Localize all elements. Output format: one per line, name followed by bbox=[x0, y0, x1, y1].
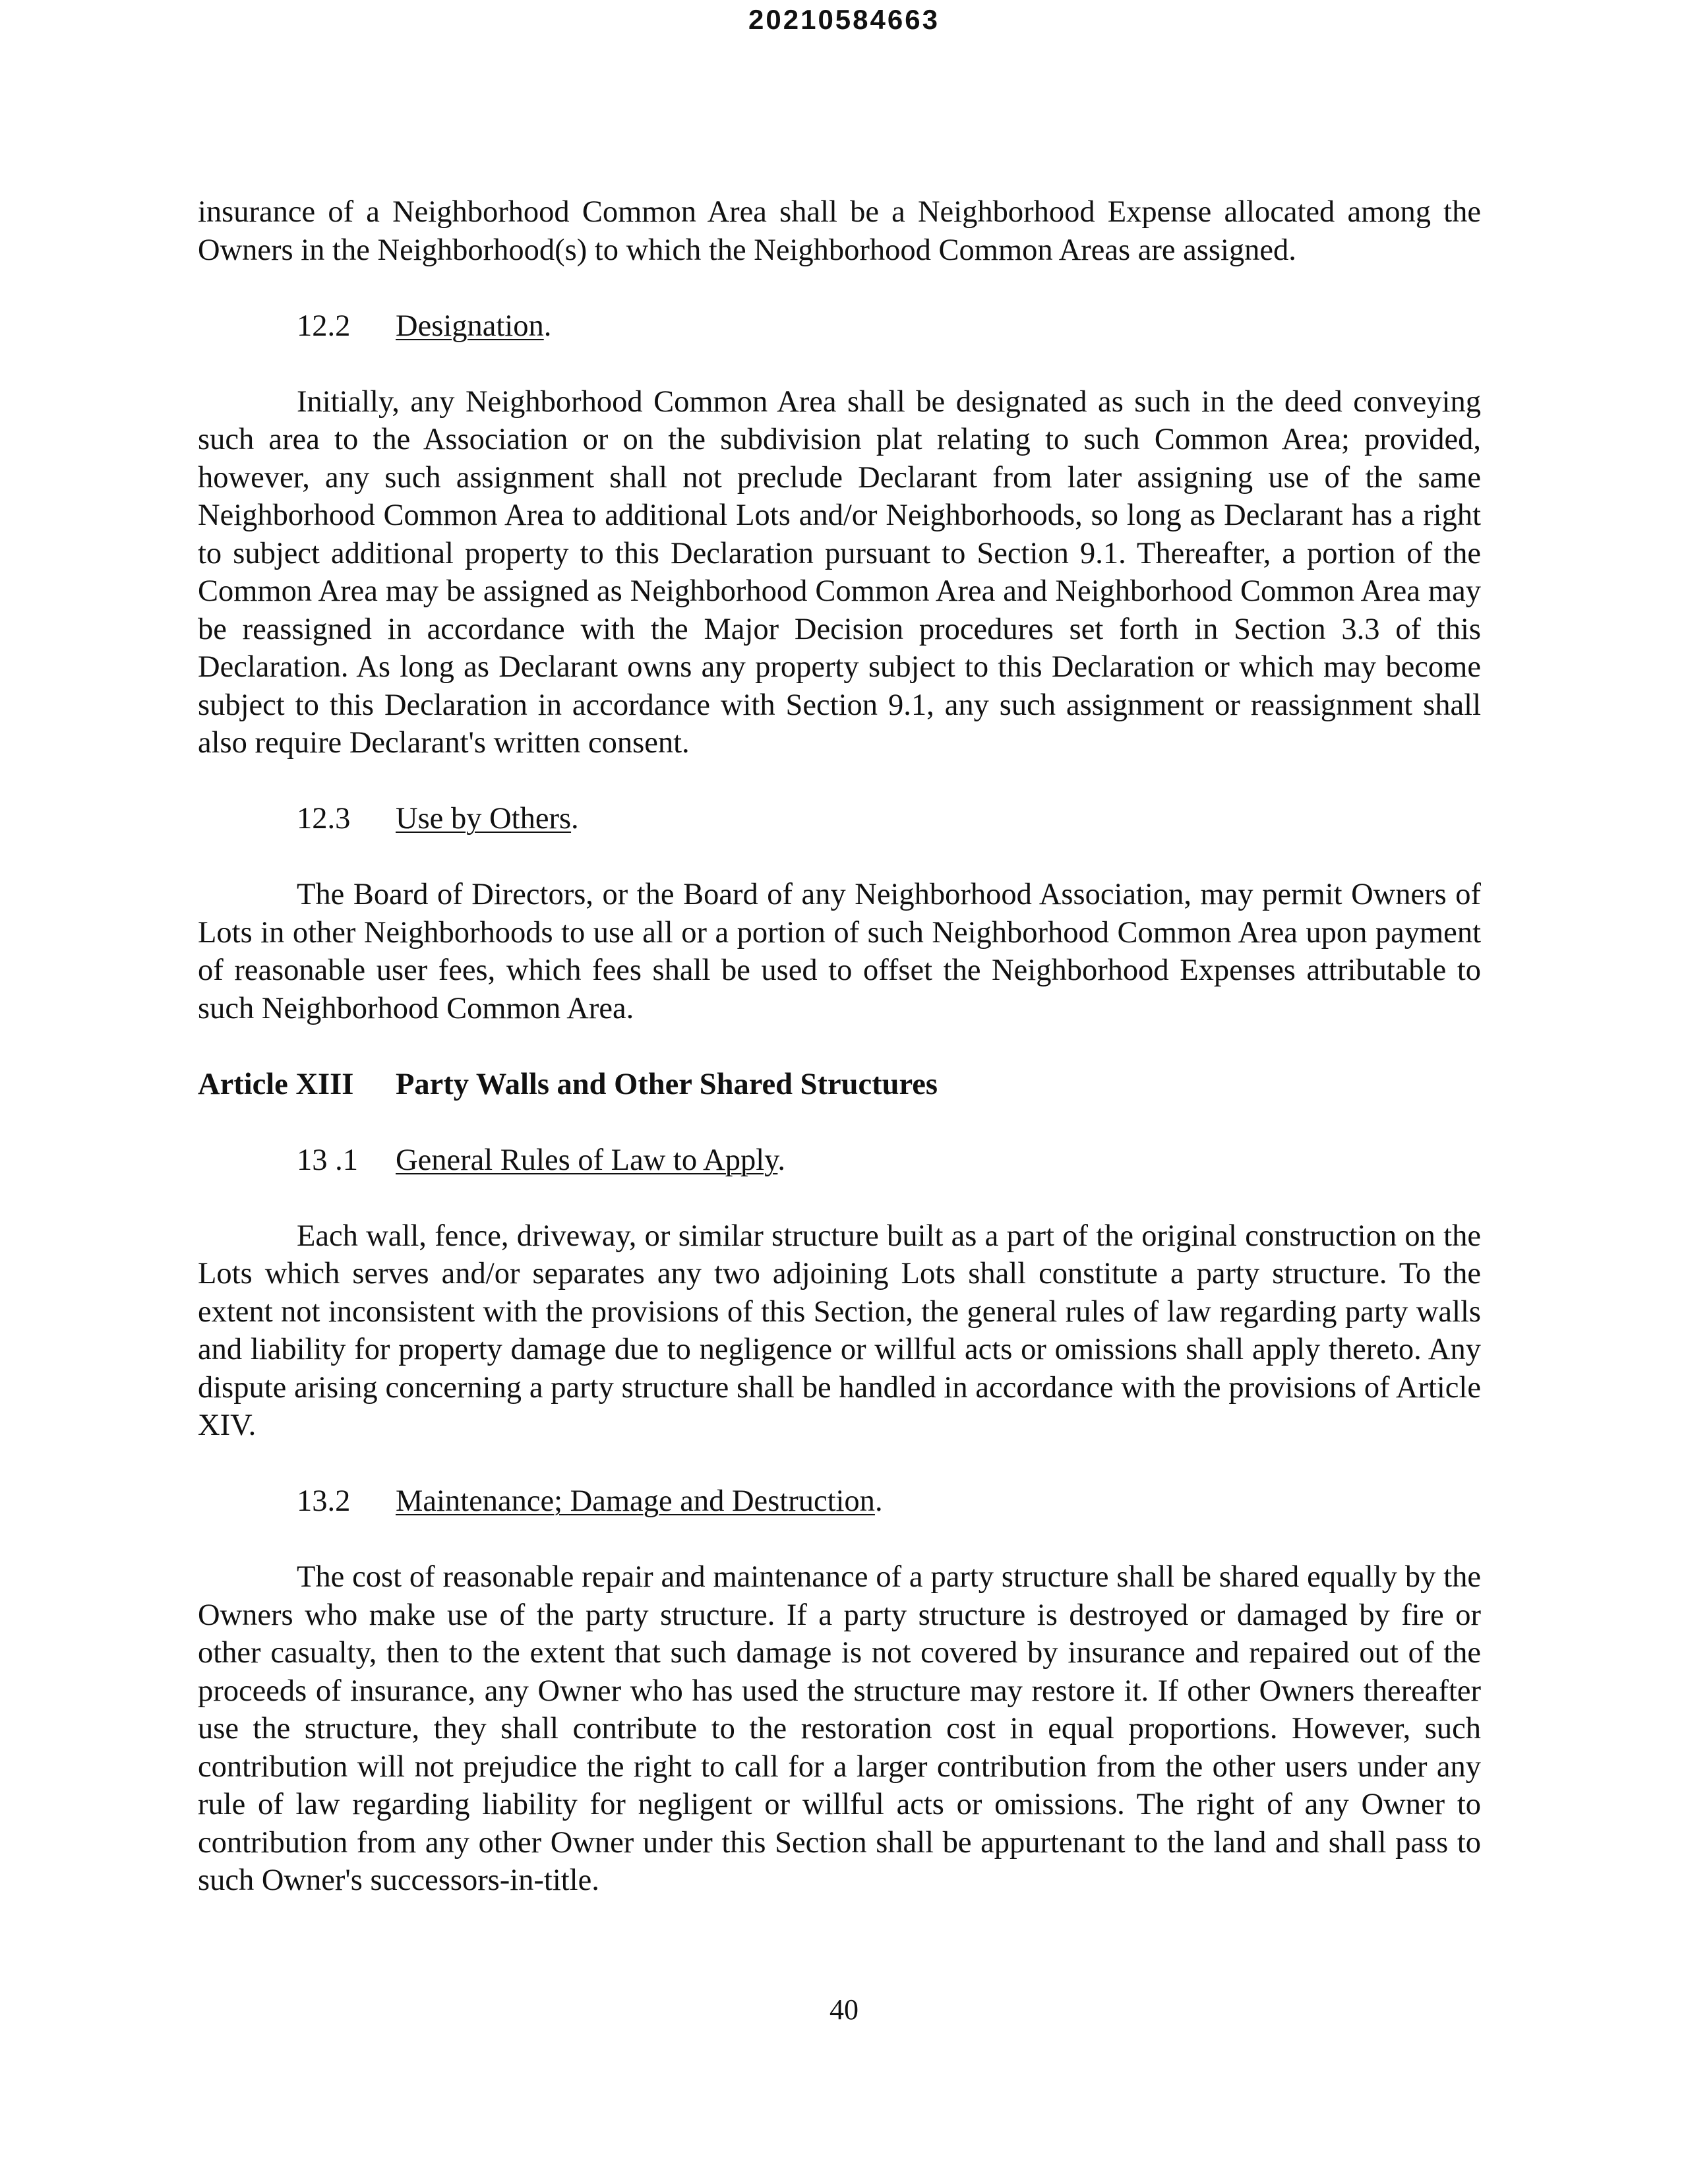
spacer bbox=[198, 1179, 1481, 1217]
section-12-3-heading bbox=[198, 800, 1481, 838]
section-number: 12.3 bbox=[297, 802, 351, 835]
period: . bbox=[874, 1484, 883, 1518]
section-13-2-heading bbox=[198, 1482, 1481, 1521]
section-number: 13 .1 bbox=[297, 1143, 358, 1177]
document-number: 20210584663 bbox=[748, 4, 940, 35]
section-13-1-heading bbox=[198, 1141, 1481, 1180]
section-title: Use by Others bbox=[396, 802, 572, 835]
period: . bbox=[571, 802, 579, 835]
paragraph-general-rules: Each wall, fence, driveway, or similar structure built as a part of the original construction on the Lots which serves and/or separates any two adjoining Lots shall constitute a party structure. To the extent not inconsistent with the provisions of this Section, the general rules of law regarding party walls and liability for property damage due to negligence or willful acts or omissions shall apply thereto. Any dispute arising concerning a party structure shall be handled in accordance with the provisions of Article XIV. bbox=[198, 1219, 1481, 1442]
spacer bbox=[198, 1027, 1481, 1066]
article-xiii-heading bbox=[198, 1066, 1481, 1104]
spacer bbox=[198, 345, 1481, 383]
spacer bbox=[198, 838, 1481, 876]
paragraph-designation: Initially, any Neighborhood Common Area shall be designated as such in the deed conveying such area to the Association or on the subdivision plat relating to such Common Area; provided, however, any such assignment shall not preclude Declarant from later assigning use of the same Neighborhood Common Area to additional Lots and/or Neighborhoods, so long as Declarant has a right to subject additional property to this Declaration pursuant to Section 9.1. Thereafter, a portion of the Common Area may be assigned as Neighborhood Common Area and Neighborhood Common Area may be reassigned in accordance with the Major Decision procedures set forth in Section 3.3 of this Declaration. As long as Declarant owns any property subject to this Declaration or which may become subject to this Declaration in accordance with Section 9.1, any such assignment or reassignment shall also require Declarant's written consent. bbox=[198, 384, 1481, 760]
section-12-2-heading bbox=[198, 307, 1481, 346]
spacer bbox=[198, 1521, 1481, 1559]
spacer bbox=[198, 1445, 1481, 1483]
spacer bbox=[198, 269, 1481, 307]
article-title: Party Walls and Other Shared Structures bbox=[396, 1067, 938, 1101]
paragraph-use-by-others: The Board of Directors, or the Board of any Neighborhood Association, may permit Owners of Lots in other Neighborhoods to use all or a portion of such Neighborhood Common Area upon payment of reasonable user fees, which fees shall be used to offset the Neighborhood Expenses attributable to such Neighborhood Common Area. bbox=[198, 878, 1481, 1025]
section-number: 12.2 bbox=[297, 309, 351, 343]
page-number: 40 bbox=[829, 1993, 859, 2026]
period: . bbox=[543, 309, 552, 343]
paragraph-insurance-continuation: insurance of a Neighborhood Common Area shall be a Neighborhood Expense allocated among the Owners in the Neighborhood(s) to which the Neighborhood Common Areas are assigned. bbox=[198, 195, 1481, 267]
section-title: Designation bbox=[396, 309, 544, 343]
period: . bbox=[777, 1143, 786, 1177]
article-number: Article XIII bbox=[198, 1067, 354, 1101]
section-title: General Rules of Law to Apply bbox=[396, 1143, 778, 1177]
spacer bbox=[198, 1103, 1481, 1141]
section-number: 13.2 bbox=[297, 1484, 351, 1518]
spacer bbox=[198, 762, 1481, 801]
section-title: Maintenance; Damage and Destruction bbox=[396, 1484, 875, 1518]
paragraph-maintenance: The cost of reasonable repair and maintenance of a party structure shall be shared equally by the Owners who make use of the party structure. If a party structure is destroyed or damaged by fire or other casualty, then to the extent that such damage is not covered by insurance and repaired out of the proceeds of insurance, any Owner who has used the structure may restore it. If other Owners thereafter use the structure, they shall contribute to the restoration cost in equal proportions. However, such contribution will not prejudice the right to call for a larger contribution from the other users under any rule of law regarding liability for negligent or willful acts or omissions. The right of any Owner to contribution from any other Owner under this Section shall be appurtenant to the land and shall pass to such Owner's successors-in-title. bbox=[198, 1560, 1481, 1897]
document-page bbox=[198, 193, 1481, 1900]
